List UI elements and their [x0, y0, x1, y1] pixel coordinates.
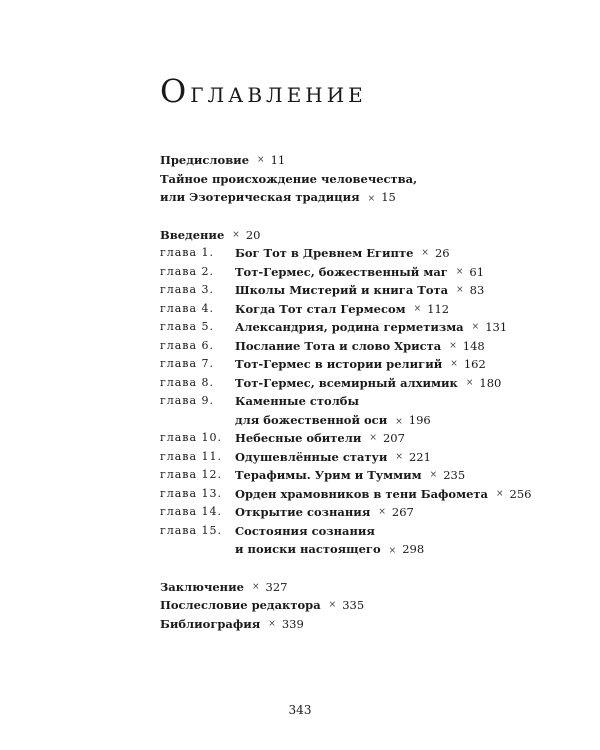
separator-mark: × [421, 248, 429, 258]
toc-entry-page: 327 [265, 579, 288, 594]
toc-entry-page: 207 [382, 431, 405, 445]
toc-entry-title: Одушевлённые статуи [235, 449, 388, 464]
toc-entry-page: 26 [434, 246, 450, 260]
separator-mark: × [378, 507, 386, 517]
separator-mark: × [268, 618, 276, 629]
toc-entry-page: 335 [342, 598, 365, 612]
toc-entry-title: Тот-Гермес, божественный маг [235, 264, 448, 279]
separator-mark: × [395, 451, 403, 462]
toc-entry-page: 83 [469, 283, 485, 297]
toc-entry-chapter-8 [160, 374, 560, 393]
chapter-label: глава 6. [160, 338, 215, 352]
separator-mark: × [449, 340, 457, 351]
toc-entry-title: Заключение [160, 579, 244, 594]
toc-entry-chapter-3 [160, 281, 560, 300]
chapter-label: глава 3. [160, 283, 215, 296]
toc-entry-title: Послесловие редактора [160, 598, 321, 612]
separator-mark: × [395, 416, 403, 427]
separator-mark: × [367, 194, 376, 204]
chapter-label: глава 13. [160, 486, 223, 500]
chapter-label: глава 8. [160, 375, 215, 389]
toc-entry-page: 235 [443, 468, 466, 482]
toc-entry-page: 131 [485, 320, 508, 334]
toc-entry-title: Предисловие [160, 153, 250, 167]
chapter-label: глава 11. [160, 449, 223, 463]
toc-entry-title-line1: Тайное происхождение человечества, [160, 171, 418, 186]
toc-entry-title-line1: Каменные столбы [235, 394, 360, 408]
table-of-contents [160, 151, 560, 633]
separator-mark: × [456, 285, 464, 295]
separator-mark: × [413, 303, 422, 314]
chapter-label: глава 1. [160, 246, 215, 259]
separator-mark: × [369, 433, 377, 443]
toc-entry-chapter-2 [160, 263, 560, 282]
page-title: Оглавление [160, 72, 367, 110]
toc-entry-page: 298 [402, 542, 425, 556]
toc-entry-title: Тот-Гермес, всемирный алхимик [235, 375, 458, 390]
toc-entry-page: 267 [391, 505, 414, 519]
toc-entry-title: Школы Мистерий и книга Тота [235, 283, 449, 297]
toc-entry-page: 112 [427, 301, 450, 316]
toc-entry-title: Терафимы. Урим и Туммим [235, 468, 422, 482]
toc-entry-page: 61 [469, 264, 485, 279]
toc-entry-page: 15 [381, 190, 396, 204]
toc-entry-title-line2: и поиски настоящего [235, 542, 381, 556]
toc-entry-conclusion [160, 578, 560, 597]
toc-entry-title: Когда Тот стал Гермесом [235, 301, 406, 316]
toc-entry-chapter-11 [160, 448, 560, 467]
toc-entry-title: Небесные обители [235, 431, 362, 445]
chapter-label: глава 14. [160, 505, 223, 518]
toc-entry-page: 162 [463, 357, 486, 371]
toc-entry-chapter-9 [160, 392, 560, 429]
toc-entry-chapter-4 [160, 300, 560, 319]
toc-entry-title: Библиография [160, 616, 261, 631]
toc-entry-page: 11 [270, 153, 286, 167]
toc-entry-title: Открытие сознания [235, 505, 371, 519]
chapter-label: глава 4. [160, 301, 215, 315]
toc-entry-afterword [160, 596, 560, 615]
chapter-label: глава 5. [160, 320, 215, 333]
separator-mark: × [328, 600, 337, 610]
toc-entry-title: Тот-Гермес в истории религий [235, 357, 443, 371]
toc-entry-page: 221 [408, 449, 431, 464]
toc-entry-page: 20 [245, 227, 261, 242]
toc-entry-preface [160, 151, 560, 170]
separator-mark: × [429, 470, 438, 480]
toc-entry-title-line2: для божественной оси [235, 412, 388, 427]
toc-entry-page: 256 [509, 486, 532, 501]
chapter-label: глава 9. [160, 394, 215, 407]
toc-entry-chapter-15 [160, 522, 560, 559]
toc-entry-chapter-5 [160, 318, 560, 337]
toc-entry-chapter-10 [160, 429, 560, 448]
chapter-label: глава 12. [160, 468, 223, 481]
separator-mark: × [495, 488, 504, 499]
toc-entry-chapter-12 [160, 466, 560, 485]
toc-entry-page: 196 [408, 412, 431, 427]
toc-entry-page: 180 [479, 375, 502, 390]
separator-mark: × [232, 229, 240, 240]
separator-mark: × [251, 581, 260, 592]
toc-entry-title-line2: или Эзотерическая традиция [160, 190, 360, 204]
toc-entry-title: Бог Тот в Древнем Египте [235, 246, 414, 260]
chapter-label: глава 2. [160, 264, 215, 278]
toc-entry-chapter-14 [160, 503, 560, 522]
toc-entry-chapter-13 [160, 485, 560, 504]
chapter-label: глава 7. [160, 357, 215, 370]
toc-entry-chapter-7 [160, 355, 560, 374]
chapter-label: глава 10. [160, 431, 223, 444]
chapter-label: глава 15. [160, 523, 223, 537]
toc-entry-secret-origin [160, 170, 560, 207]
separator-mark: × [455, 266, 464, 277]
separator-mark: × [388, 546, 397, 556]
toc-entry-title-line1: Состояния сознания [235, 523, 375, 538]
separator-mark: × [450, 359, 458, 369]
separator-mark: × [257, 155, 265, 165]
toc-entry-page: 148 [462, 338, 485, 353]
toc-entry-title: Александрия, родина герметизма [235, 320, 464, 334]
toc-entry-page: 339 [281, 616, 304, 631]
toc-entry-introduction [160, 226, 560, 245]
toc-entry-title: Введение [160, 227, 225, 242]
toc-entry-title: Послание Тота и слово Христа [235, 338, 442, 353]
page-number: 343 [288, 703, 312, 717]
toc-entry-bibliography [160, 615, 560, 634]
separator-mark: × [471, 322, 480, 332]
toc-entry-title: Орден храмовников в тени Бафомета [235, 486, 488, 501]
toc-entry-chapter-1 [160, 244, 560, 263]
toc-entry-chapter-6 [160, 337, 560, 356]
separator-mark: × [465, 377, 474, 388]
